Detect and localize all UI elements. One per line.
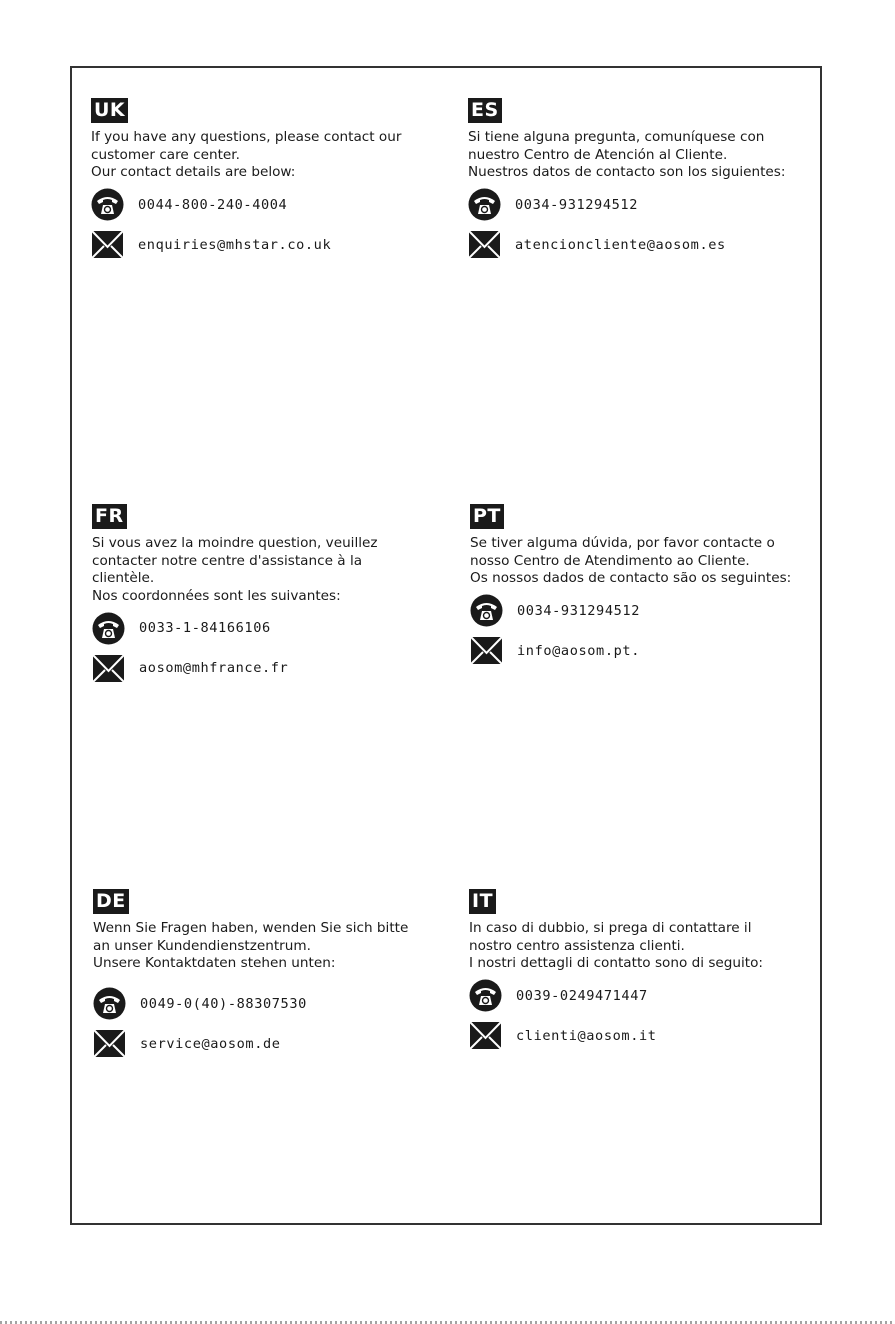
email-row [91, 228, 436, 262]
contact-section-it [469, 889, 814, 1053]
phone-number[interactable]: 0044-800-240-4004 [138, 196, 288, 213]
phone-row [92, 611, 437, 645]
phone-row [93, 987, 438, 1021]
envelope-icon [468, 228, 501, 261]
envelope-icon [470, 634, 503, 667]
email-address[interactable]: aosom@mhfrance.fr [139, 660, 289, 677]
intro-line: contacter notre centre d'assistance à la [92, 552, 363, 569]
intro-line: Se tiver alguma dúvida, por favor contacte o [470, 535, 775, 551]
intro-line: Si vous avez la moindre question, veuillez [92, 535, 378, 551]
email-row [468, 228, 813, 262]
phone-number[interactable]: 0039-0249471447 [516, 987, 648, 1004]
intro-line: I nostri dettagli di contatto sono di seguito: [469, 955, 764, 972]
intro-line: Nos coordonnées sont les suivantes: [92, 587, 341, 604]
email-row [92, 651, 437, 685]
contact-section-uk [91, 98, 436, 262]
email-address[interactable]: info@aosom.pt. [517, 642, 640, 659]
intro-line: customer care center. [91, 146, 240, 163]
country-code-badge: IT [469, 889, 496, 914]
intro-line: clientèle. [92, 570, 155, 587]
intro-line: Os nossos dados de contacto são os seguintes: [470, 570, 792, 587]
envelope-icon [91, 228, 124, 261]
intro-text [93, 920, 438, 973]
contact-section-pt [470, 504, 815, 668]
phone-number[interactable]: 0034-931294512 [515, 196, 638, 213]
phone-number[interactable]: 0049-0(40)-88307530 [140, 995, 307, 1012]
contact-section-de [93, 889, 438, 1061]
intro-line: Our contact details are below: [91, 164, 296, 181]
contact-section-fr [92, 504, 437, 685]
country-code-badge: FR [92, 504, 127, 529]
intro-line: Si tiene alguna pregunta, comuníquese con [468, 129, 765, 145]
intro-line: In caso di dubbio, si prega di contattare il [469, 920, 752, 936]
country-code-badge: ES [468, 98, 502, 123]
phone-number[interactable]: 0033-1-84166106 [139, 620, 271, 637]
envelope-icon [93, 1027, 126, 1060]
intro-line: Nuestros datos de contacto son los siguientes: [468, 164, 786, 181]
country-code-badge: DE [93, 889, 129, 914]
email-row [93, 1027, 438, 1061]
phone-row [468, 188, 813, 222]
envelope-icon [469, 1019, 502, 1052]
email-address[interactable]: atencioncliente@aosom.es [515, 236, 726, 253]
intro-text [469, 920, 814, 973]
telephone-icon [470, 594, 503, 627]
contact-section-es [468, 98, 813, 262]
telephone-icon [91, 188, 124, 221]
envelope-icon [92, 652, 125, 685]
email-address[interactable]: clienti@aosom.it [516, 1027, 657, 1044]
intro-line: Wenn Sie Fragen haben, wenden Sie sich bitte [93, 920, 409, 936]
intro-line: nosso Centro de Atendimento ao Cliente. [470, 552, 750, 569]
email-row [469, 1019, 814, 1053]
intro-line: nuestro Centro de Atención al Cliente. [468, 146, 728, 163]
intro-line: If you have any questions, please contact our [91, 129, 402, 145]
intro-line: nostro centro assistenza clienti. [469, 937, 685, 954]
phone-row [470, 594, 815, 628]
intro-line: Unsere Kontaktdaten stehen unten: [93, 955, 336, 972]
intro-line: an unser Kundendienstzentrum. [93, 937, 311, 954]
telephone-icon [93, 987, 126, 1020]
telephone-icon [468, 188, 501, 221]
phone-row [469, 979, 814, 1013]
intro-text [468, 129, 813, 182]
phone-row [91, 188, 436, 222]
country-code-badge: UK [91, 98, 128, 123]
intro-text [92, 535, 437, 605]
email-address[interactable]: service@aosom.de [140, 1035, 281, 1052]
telephone-icon [469, 979, 502, 1012]
phone-number[interactable]: 0034-931294512 [517, 602, 640, 619]
email-row [470, 634, 815, 668]
telephone-icon [92, 612, 125, 645]
country-code-badge: PT [470, 504, 504, 529]
email-address[interactable]: enquiries@mhstar.co.uk [138, 236, 332, 253]
intro-text [91, 129, 436, 182]
intro-text [470, 535, 815, 588]
